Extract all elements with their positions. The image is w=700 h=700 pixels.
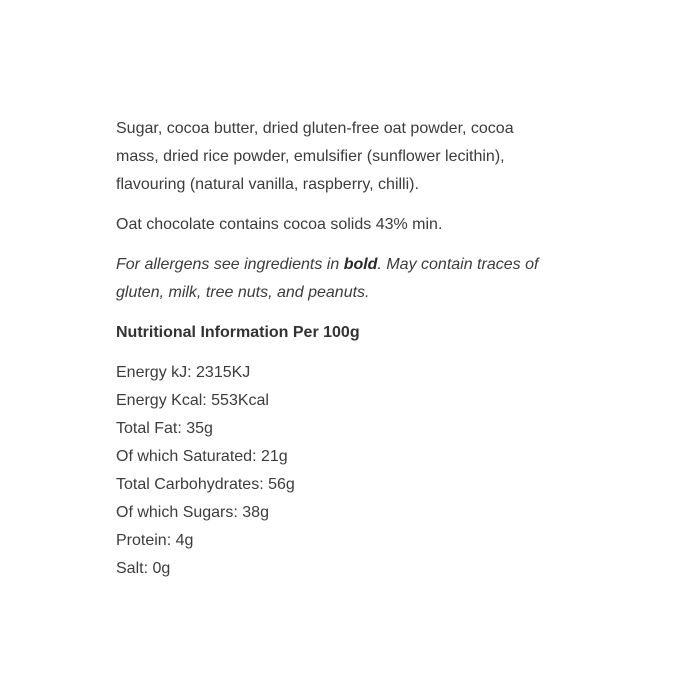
allergen-notice <box>116 251 556 307</box>
nutrition-line-sugars: Of which Sugars: 38g <box>116 504 269 521</box>
allergen-notice-prefix: For allergens see ingredients in <box>116 256 344 273</box>
ingredients-text: Sugar, cocoa butter, dried gluten-free oat powder, cocoa mass, dried rice powder, emulsifier (sunflower lecithin), flavouring (natural vanilla, raspberry, chilli). <box>116 120 514 193</box>
cocoa-solids-note: Oat chocolate contains cocoa solids 43% min. <box>116 216 443 233</box>
nutrition-line-energy-kcal: Energy Kcal: 553Kcal <box>116 392 269 409</box>
nutrition-line-energy-kj: Energy kJ: 2315KJ <box>116 364 251 381</box>
nutrition-list <box>116 359 566 583</box>
nutrition-line-saturated: Of which Saturated: 21g <box>116 448 288 465</box>
product-info <box>116 115 566 583</box>
nutrition-line-total-fat: Total Fat: 35g <box>116 420 213 437</box>
nutrition-line-carbohydrates: Total Carbohydrates: 56g <box>116 476 295 493</box>
nutrition-line-protein: Protein: 4g <box>116 532 194 549</box>
nutrition-heading: Nutritional Information Per 100g <box>116 324 360 341</box>
nutrition-line-salt: Salt: 0g <box>116 560 171 577</box>
allergen-notice-suffix: . May contain traces of gluten, milk, tree nuts, and peanuts. <box>116 256 539 301</box>
allergen-bold-word: bold <box>343 256 378 273</box>
